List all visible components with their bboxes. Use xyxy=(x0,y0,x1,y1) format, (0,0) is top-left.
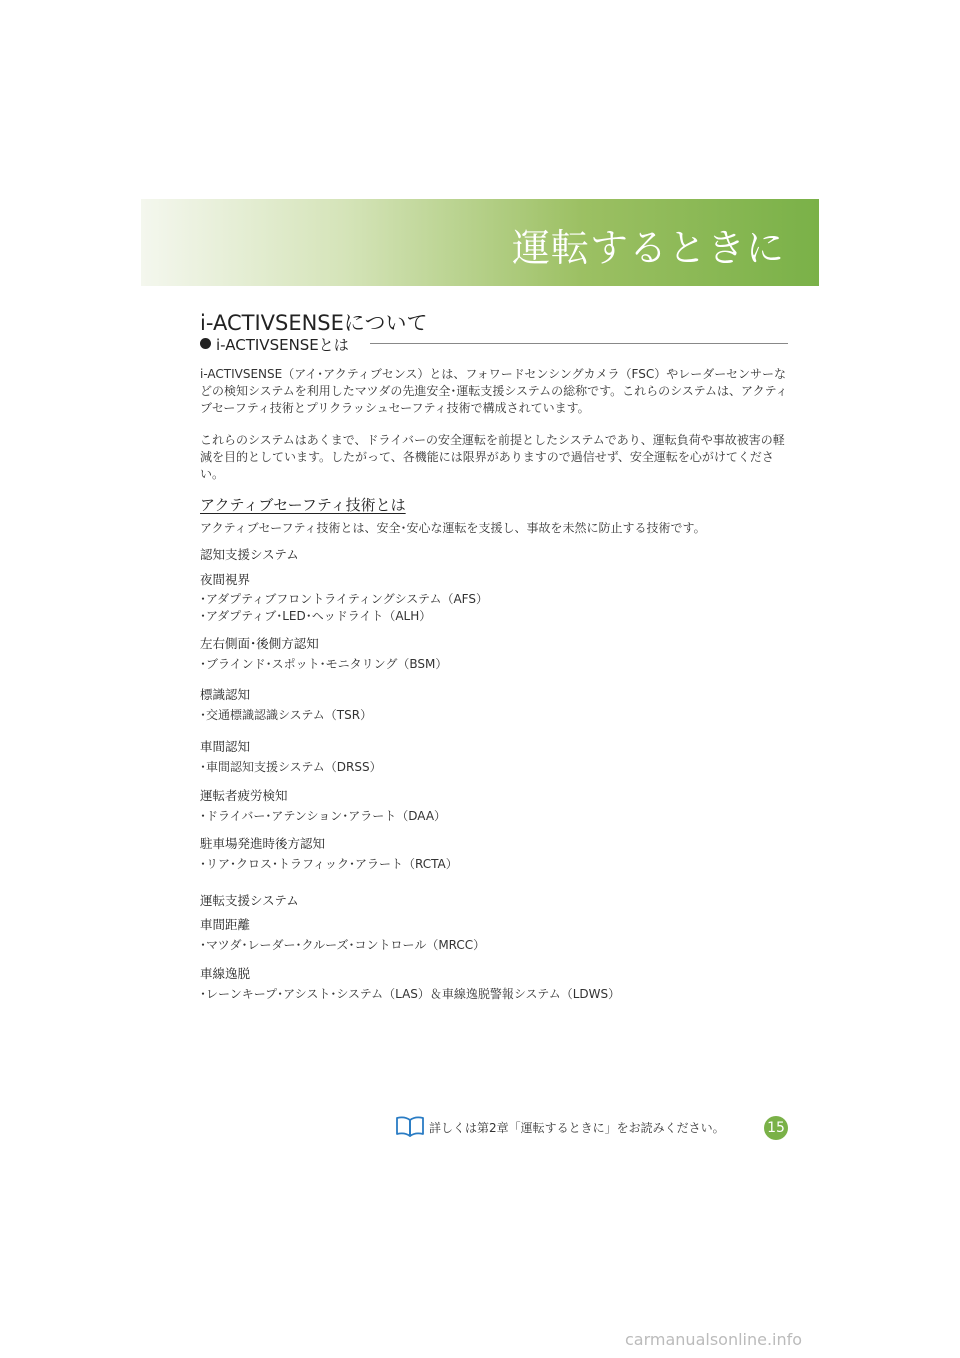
fatigue-detection-heading: 運転者疲労検知 xyxy=(200,788,288,803)
list-item: ･マツダ･レーダー･クルーズ･コントロール（MRCC） xyxy=(200,938,486,952)
list-item: ･アダプティブ･LED･ヘッドライト（ALH） xyxy=(200,609,432,623)
list-item: ･レーンキープ･アシスト･システム（LAS）＆車線逸脱警報システム（LDWS） xyxy=(200,987,621,1001)
sub-heading xyxy=(200,334,788,354)
recognition-support-heading: 認知支援システム xyxy=(200,547,299,562)
sub-heading-text: i-ACTIVSENSEとは xyxy=(216,336,349,354)
sign-recognition-heading: 標識認知 xyxy=(200,687,251,702)
list-item: ･リア･クロス･トラフィック･アラート（RCTA） xyxy=(200,857,458,871)
watermark: carmanualsonline.info xyxy=(625,1330,803,1349)
page-number-badge: 15 xyxy=(764,1116,788,1140)
night-vision-heading: 夜間視界 xyxy=(200,572,251,587)
list-item: ･ブラインド･スポット･モニタリング（BSM） xyxy=(200,657,448,671)
reference-text: 詳しくは第2章「運転するときに」をお読みください。 xyxy=(429,1121,725,1135)
driving-support-heading: 運転支援システム xyxy=(200,893,299,908)
lane-departure-heading: 車線逸脱 xyxy=(200,966,251,981)
chapter-title: 運転するときに xyxy=(511,226,785,270)
side-rear-heading: 左右側面･後側方認知 xyxy=(200,636,319,651)
reference-note xyxy=(395,1115,755,1137)
book-icon xyxy=(395,1115,425,1137)
list-item: ･アダプティブフロントライティングシステム（AFS） xyxy=(200,592,488,606)
active-safety-title: アクティブセーフティ技術とは xyxy=(200,496,406,514)
chapter-banner xyxy=(141,199,819,286)
heading-rule xyxy=(370,343,788,344)
list-item: ･交通標識認識システム（TSR） xyxy=(200,708,373,722)
headway-heading: 車間距離 xyxy=(200,917,251,932)
active-safety-description: アクティブセーフティ技術とは、安全･安心な運転を支援し、事故を未然に防止する技術です。 xyxy=(200,521,706,535)
distance-recognition-heading: 車間認知 xyxy=(200,739,251,754)
list-item: ･車間認知支援システム（DRSS） xyxy=(200,760,382,774)
bullet-icon xyxy=(200,338,211,349)
parking-recognition-heading: 駐車場発進時後方認知 xyxy=(200,836,326,851)
caution-paragraph: これらのシステムはあくまで、ドライバーの安全運転を前提としたシステムであり、運転負荷や事故被害の軽減を目的としています。したがって、各機能には限界がありますので過信せず、安全運転を心がけてください。 xyxy=(200,433,785,481)
intro-paragraph: i-ACTIVSENSE（アイ･アクティブセンス）とは、フォワードセンシングカメラ（FSC）やレーダーセンサーなどの検知システムを利用したマツダの先進安全･運転支援システムの総称です。これらのシステムは、アクティブセーフティ技術とプリクラッシュセーフティ技術で構成されています。 xyxy=(200,367,788,415)
section-title: i-ACTIVSENSEについて xyxy=(200,311,428,335)
list-item: ･ドライバー･アテンション･アラート（DAA） xyxy=(200,809,447,823)
